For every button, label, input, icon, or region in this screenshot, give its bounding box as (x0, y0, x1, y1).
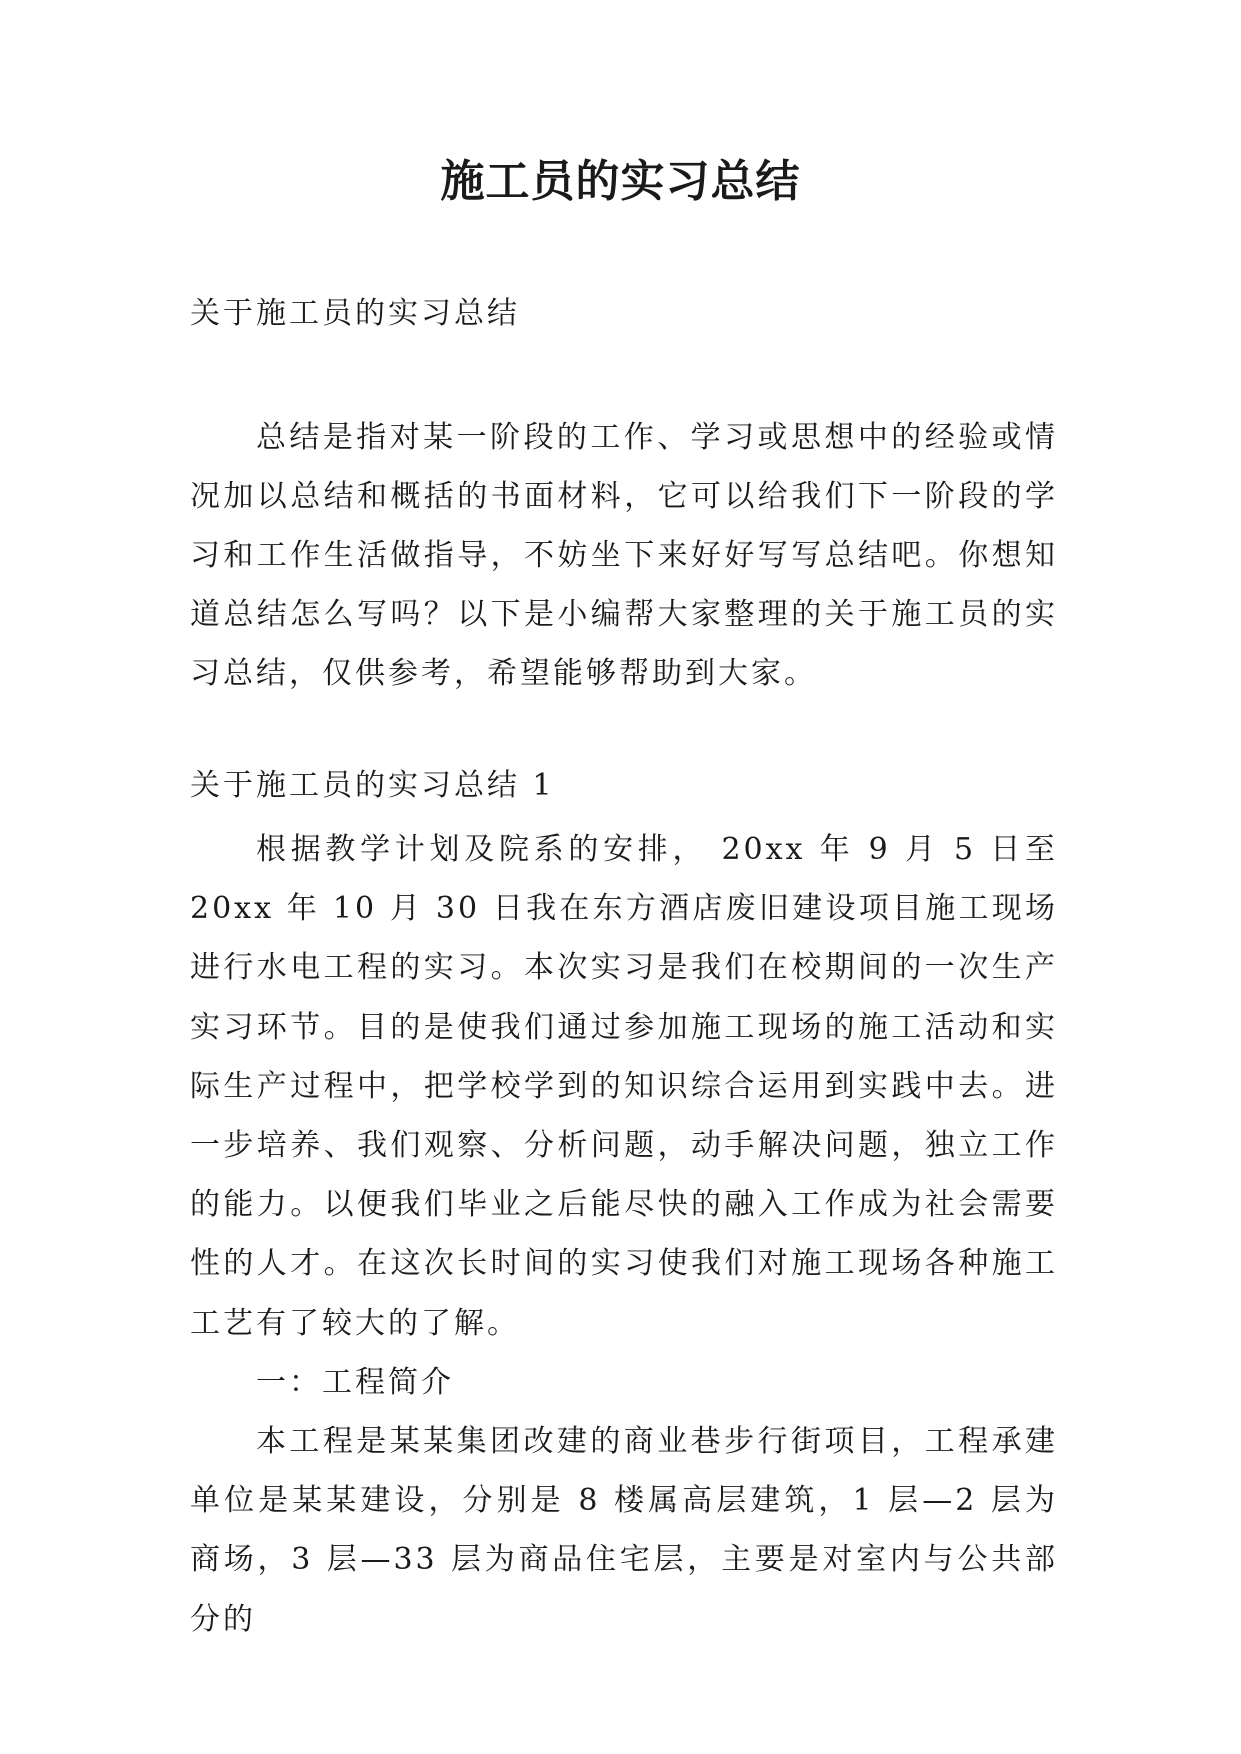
document-subtitle: 关于施工员的实习总结 (190, 296, 520, 331)
section-heading: 关于施工员的实习总结 1 (190, 768, 555, 803)
paragraph: 本工程是某某集团改建的商业巷步行街项目，工程承建单位是某某建设，分别是 8 楼属高层建筑，1 层—2 层为商场，3 层—33 层为商品住宅层，主要是对室内与公共部分的 (190, 1424, 1058, 1637)
section-body (190, 820, 1058, 1649)
subheading-project-overview: 一：工程简介 (256, 1364, 454, 1400)
paragraph: 根据教学计划及院系的安排， 20xx 年 9 月 5 日至 20xx 年 10 月 30 日我在东方酒店废旧建设项目施工现场进行水电工程的实习。本次实习是我们在校期间的一次生产实习环节。目的是使我们通过参加施工现场的施工活动和实际生产过程中，把学校学到的知识综合运用到实践中去。进一步培养、我们观察、分析问题，动手解决问题，独立工作的能力。以便我们毕业之后能尽快的融入工作成为社会需要性的人才。在这次长时间的实习使我们对施工现场各种施工工艺有了较大的了解。 (190, 832, 1058, 1341)
intro-paragraph: 总结是指对某一阶段的工作、学习或思想中的经验或情况加以总结和概括的书面材料，它可以给我们下一阶段的学习和工作生活做指导，不妨坐下来好好写写总结吧。你想知道总结怎么写吗？以下是小编帮大家整理的关于施工员的实习总结，仅供参考，希望能够帮助到大家。 (190, 420, 1058, 691)
document-title: 施工员的实习总结 (440, 156, 801, 207)
